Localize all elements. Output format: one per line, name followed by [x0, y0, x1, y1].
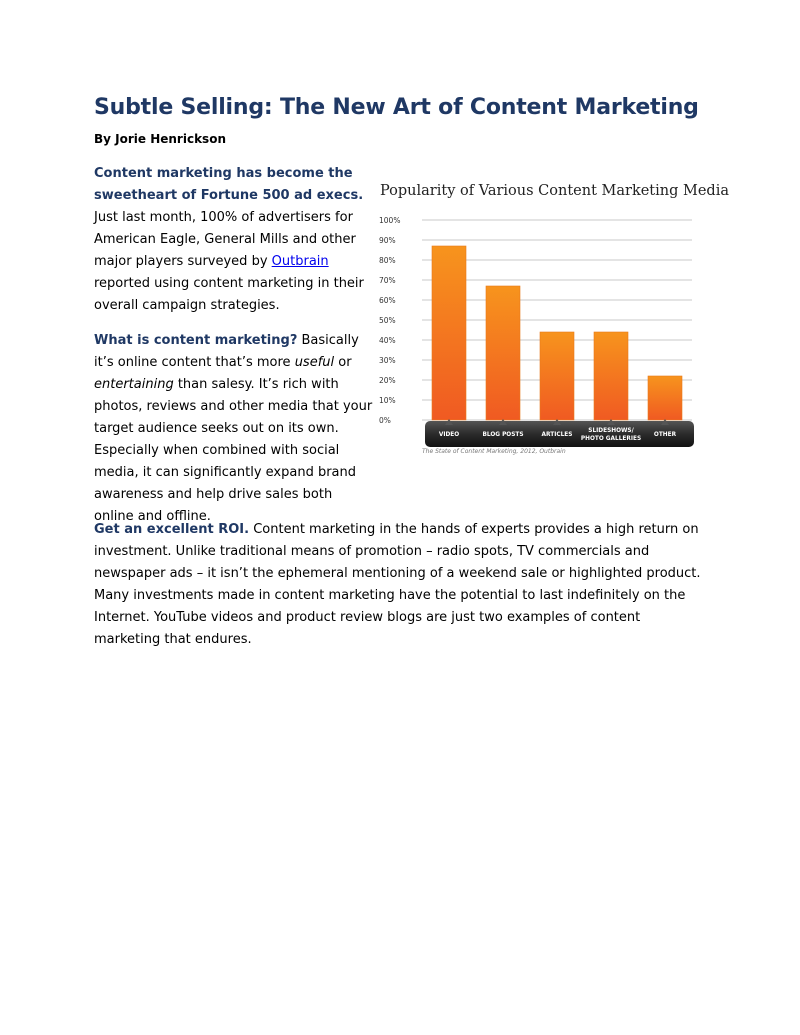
category-label: PHOTO GALLERIES: [580, 436, 642, 442]
y-tick-label: 80%: [379, 256, 396, 265]
chart-svg: [372, 178, 722, 468]
article-title: Subtle Selling: The New Art of Content Marketing: [94, 95, 699, 120]
paragraph-lead: Get an excellent ROI.: [94, 522, 250, 537]
paragraph-lead: What is content marketing?: [94, 333, 298, 348]
emphasis-text: entertaining: [94, 377, 174, 392]
bar: [486, 286, 520, 420]
chart-source: The State of Content Marketing, 2012, Outbrain: [422, 448, 566, 455]
paragraph-text: Just last month, 100% of advertisers for American Eagle, General Mills and other major players surveyed by: [94, 210, 356, 269]
byline: By Jorie Henrickson: [94, 132, 226, 146]
y-tick-label: 50%: [379, 316, 396, 325]
paragraph-text: Content marketing in the hands of experts provides a high return on investment. Unlike traditional means of promotion – radio spots, TV commercials and newspaper ads – it isn’t the ephemeral mentioning of a weekend sale or highlighted product. Many investments made in content marketing have the potential to last indefinitely on the Internet. YouTube videos and product review blogs are just two examples of content marketing that endures.: [94, 522, 701, 647]
paragraph-intro: [94, 163, 374, 317]
paragraph-text: or: [334, 355, 352, 370]
category-label: ARTICLES: [541, 432, 573, 438]
chart-title: Popularity of Various Content Marketing Media: [380, 183, 729, 199]
category-label: BLOG POSTS: [482, 432, 524, 438]
y-tick-label: 0%: [379, 416, 391, 425]
paragraph-text: reported using content marketing in their overall campaign strategies.: [94, 276, 364, 313]
y-tick-label: 10%: [379, 396, 396, 405]
y-tick-label: 60%: [379, 296, 396, 305]
paragraph-text: than salesy. It’s rich with photos, reviews and other media that your target audience seeks out on its own. Especially when combined with social media, it can significantly expand brand awareness and help drive sales both online and offline.: [94, 377, 373, 524]
y-tick-label: 70%: [379, 276, 396, 285]
chart: [372, 178, 729, 468]
y-tick-label: 20%: [379, 376, 396, 385]
paragraph-lead: Content marketing has become the sweetheart of Fortune 500 ad execs.: [94, 166, 364, 203]
bar: [540, 332, 574, 420]
category-label: VIDEO: [438, 432, 460, 438]
paragraph-roi: [94, 519, 709, 651]
y-tick-label: 30%: [379, 356, 396, 365]
outbrain-link[interactable]: Outbrain: [271, 254, 329, 269]
y-tick-label: 100%: [379, 216, 401, 225]
category-label: OTHER: [653, 432, 677, 438]
bar: [432, 246, 466, 420]
bar: [594, 332, 628, 420]
bar: [648, 376, 682, 420]
category-label: SLIDESHOWS/: [588, 428, 634, 434]
emphasis-text: useful: [294, 355, 335, 370]
paragraph-text: Basically it’s online content that’s more: [94, 333, 359, 370]
y-tick-label: 90%: [379, 236, 396, 245]
paragraph-definition: [94, 330, 374, 528]
y-tick-label: 40%: [379, 336, 396, 345]
